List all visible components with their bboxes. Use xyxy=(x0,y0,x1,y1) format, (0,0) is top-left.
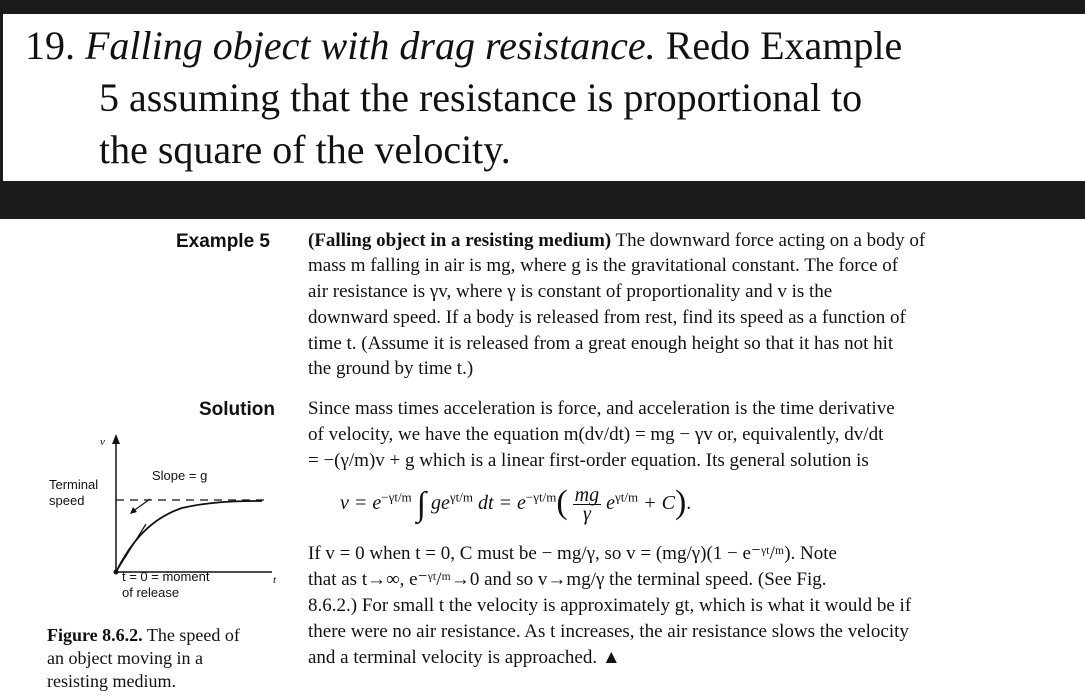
solution-after-line-1: If v = 0 when t = 0, C must be − mg/γ, so v = (mg/γ)(1 − e⁻ᵞᵗ/ᵐ). Note xyxy=(308,543,837,564)
general-solution-formula: $v = e^{-\gamma t/m}$ ∫ $ge^{\gamma t/m}$ dt = $e^{-\gamma t/m}$( $\frac{mg}{\gamma}$ $e^{\gamma t/m} + C$). xyxy=(340,483,692,525)
example-line-4: downward speed. If a body is released from rest, find its speed as a function of xyxy=(308,307,906,328)
figure-caption-line-3: resisting medium. xyxy=(47,671,176,691)
example-label: Example 5 xyxy=(176,231,270,252)
solution-after-line-2: that as t→∞, e⁻ᵞᵗ/ᵐ→0 and so v→mg/γ the terminal speed. (See Fig. xyxy=(308,569,827,590)
moment-label-2: of release xyxy=(122,585,180,600)
figure-caption-label: Figure 8.6.2. xyxy=(47,625,143,645)
origin-point xyxy=(114,570,119,575)
solution-line-1: Since mass times acceleration is force, and acceleration is the time derivative xyxy=(308,398,895,419)
example-line-2: mass m falling in air is mg, where g is the gravitational constant. The force of xyxy=(308,255,899,276)
solution-after-line-3: 8.6.2.) For small t the velocity is approximately gt, which is what it would be if xyxy=(308,595,912,616)
slope-pointer-arrow xyxy=(130,507,137,514)
problem-line-2: 5 assuming that the resistance is proportional to xyxy=(99,75,863,120)
problem-line-3: the square of the velocity. xyxy=(99,127,511,172)
v-axis-arrow xyxy=(112,434,120,444)
example-line-6: the ground by time t.) xyxy=(308,358,474,379)
example-line-3: air resistance is γv, where γ is constant of proportionality and v is the xyxy=(308,281,833,302)
figure-caption-line-1: Figure 8.6.2. The speed of xyxy=(47,625,240,645)
solution-line-3: = −(γ/m)v + g which is a linear first-order equation. Its general solution is xyxy=(308,450,869,471)
solution-after-line-4: there were no air resistance. As t increases, the air resistance slows the velocity xyxy=(308,621,909,642)
problem-statement xyxy=(0,14,1085,181)
slope-label: Slope = g xyxy=(152,468,208,483)
t-axis-label: t xyxy=(273,574,277,586)
solution-label: Solution xyxy=(199,399,275,420)
example-line-5: time t. (Assume it is released from a great enough height so that it has not hit xyxy=(308,333,894,354)
v-axis-label: v xyxy=(100,436,105,448)
problem-line-1 xyxy=(25,22,902,70)
terminal-speed-label-1: Terminal xyxy=(49,477,99,492)
example-line-1: (Falling object in a resisting medium) The downward force acting on a body of xyxy=(308,230,926,251)
fraction: $\frac{mg}{\gamma}$ xyxy=(574,483,600,525)
problem-line-1-rest: Redo Example xyxy=(655,23,903,68)
solution-after-line-5: and a terminal velocity is approached. ▲ xyxy=(308,647,621,668)
figure-caption-line-2: an object moving in a xyxy=(47,648,203,668)
problem-number: 19. xyxy=(25,23,75,68)
terminal-speed-label-2: speed xyxy=(49,493,85,508)
top-dark-bar xyxy=(0,0,1085,14)
middle-dark-bar xyxy=(0,181,1085,219)
integral-sign: ∫ xyxy=(416,486,426,523)
example-heading: (Falling object in a resisting medium) xyxy=(308,230,612,251)
moment-label-1: t = 0 = moment xyxy=(122,569,210,584)
solution-line-2: of velocity, we have the equation m(dv/dt) = mg − γv or, equivalently, dv/dt xyxy=(308,424,884,445)
problem-title: Falling object with drag resistance. xyxy=(85,23,656,68)
